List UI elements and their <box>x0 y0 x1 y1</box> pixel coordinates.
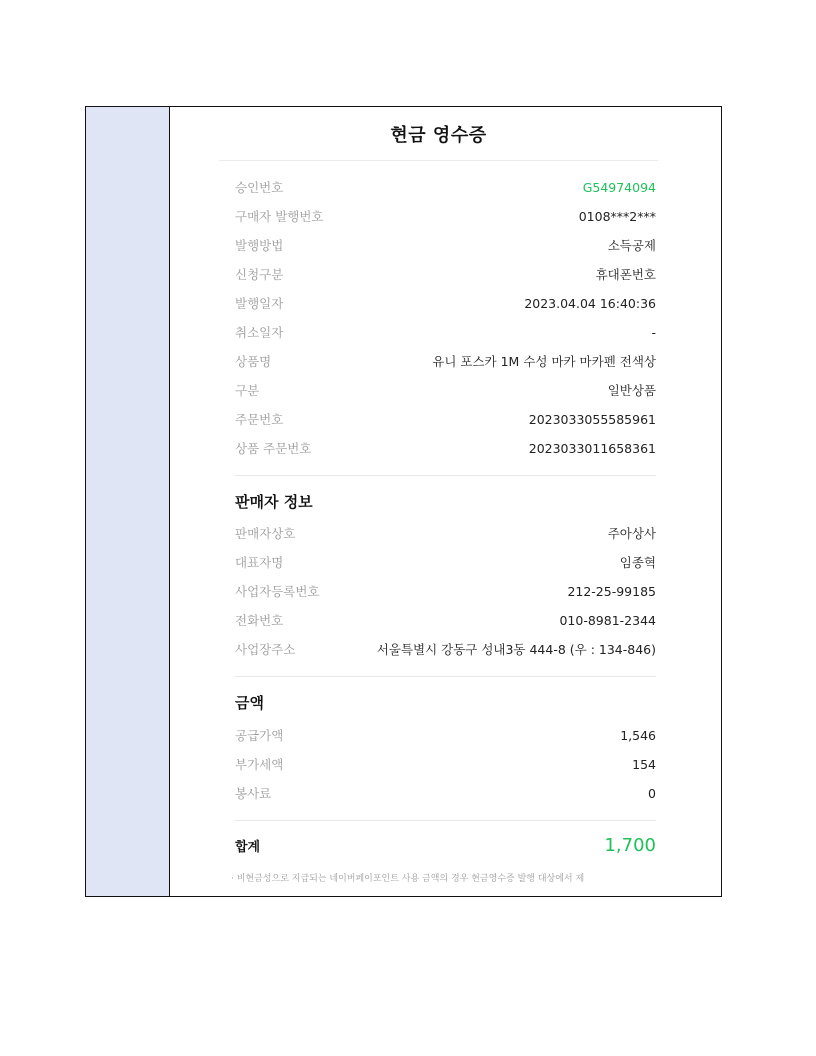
amount-label: 봉사료 <box>235 786 272 801</box>
seller-label: 대표자명 <box>235 555 284 570</box>
detail-value: 일반상품 <box>607 383 656 398</box>
title-divider <box>219 160 658 161</box>
total-row <box>235 831 656 859</box>
detail-value: 2023033055585961 <box>528 411 656 427</box>
seller-value: 주아상사 <box>607 526 656 541</box>
detail-row <box>235 351 656 371</box>
detail-value: 0108***2*** <box>578 208 656 224</box>
detail-label: 발행일자 <box>235 296 284 311</box>
detail-label: 주문번호 <box>235 412 284 427</box>
detail-row <box>235 177 656 197</box>
amount-section-heading: 금액 <box>235 694 264 712</box>
detail-row <box>235 264 656 284</box>
detail-row <box>235 322 656 342</box>
seller-label: 판매자상호 <box>235 526 296 541</box>
total-value: 1,700 <box>604 834 656 856</box>
amount-value: 1,546 <box>620 727 656 743</box>
detail-label: 신청구분 <box>235 267 284 282</box>
detail-label: 상품 주문번호 <box>235 441 312 456</box>
detail-label: 승인번호 <box>235 180 284 195</box>
cash-receipt <box>219 107 658 896</box>
detail-value: 2023033011658361 <box>528 440 656 456</box>
seller-row <box>235 610 656 630</box>
seller-label: 사업자등록번호 <box>235 584 320 599</box>
detail-value: 휴대폰번호 <box>595 267 656 282</box>
amount-label: 공급가액 <box>235 728 284 743</box>
detail-row <box>235 380 656 400</box>
detail-row <box>235 206 656 226</box>
detail-value: - <box>651 324 656 340</box>
detail-label: 상품명 <box>235 354 272 369</box>
seller-value: 임종혁 <box>619 555 656 570</box>
amount-row <box>235 783 656 803</box>
receipt-title: 현금 영수증 <box>390 125 487 146</box>
seller-value: 212-25-99185 <box>567 583 656 599</box>
approval-number: G54974094 <box>582 179 656 195</box>
detail-row <box>235 409 656 429</box>
seller-row <box>235 581 656 601</box>
detail-label: 발행방법 <box>235 238 284 253</box>
section-divider <box>235 676 656 677</box>
seller-value: 서울특별시 강동구 성내3동 444-8 (우 : 134-846) <box>376 642 656 657</box>
side-panel <box>86 107 170 896</box>
footnote: · 비현금성으로 지급되는 네이버페이포인트 사용 금액의 경우 현금영수증 발행 대상에서 제 <box>231 874 585 884</box>
section-divider <box>235 475 656 476</box>
total-divider <box>235 820 656 821</box>
seller-section-heading: 판매자 정보 <box>235 493 313 511</box>
detail-row <box>235 438 656 458</box>
amount-value: 154 <box>632 756 656 772</box>
detail-value: 2023.04.04 16:40:36 <box>524 295 656 311</box>
seller-label: 전화번호 <box>235 613 284 628</box>
seller-row <box>235 552 656 572</box>
detail-row <box>235 235 656 255</box>
detail-label: 취소일자 <box>235 325 284 340</box>
detail-label: 구매자 발행번호 <box>235 209 324 224</box>
detail-value: 소득공제 <box>607 238 656 253</box>
document-frame <box>85 106 722 897</box>
seller-row <box>235 639 656 659</box>
seller-row <box>235 523 656 543</box>
amount-row <box>235 725 656 745</box>
detail-row <box>235 293 656 313</box>
seller-value: 010-8981-2344 <box>559 612 656 628</box>
detail-label: 구분 <box>235 383 260 398</box>
amount-row <box>235 754 656 774</box>
amount-label: 부가세액 <box>235 757 284 772</box>
amount-value: 0 <box>648 785 656 801</box>
detail-value: 유니 포스카 1M 수성 마카 마카펜 전색상 <box>432 354 656 369</box>
seller-label: 사업장주소 <box>235 642 296 657</box>
total-label: 합계 <box>235 839 261 855</box>
